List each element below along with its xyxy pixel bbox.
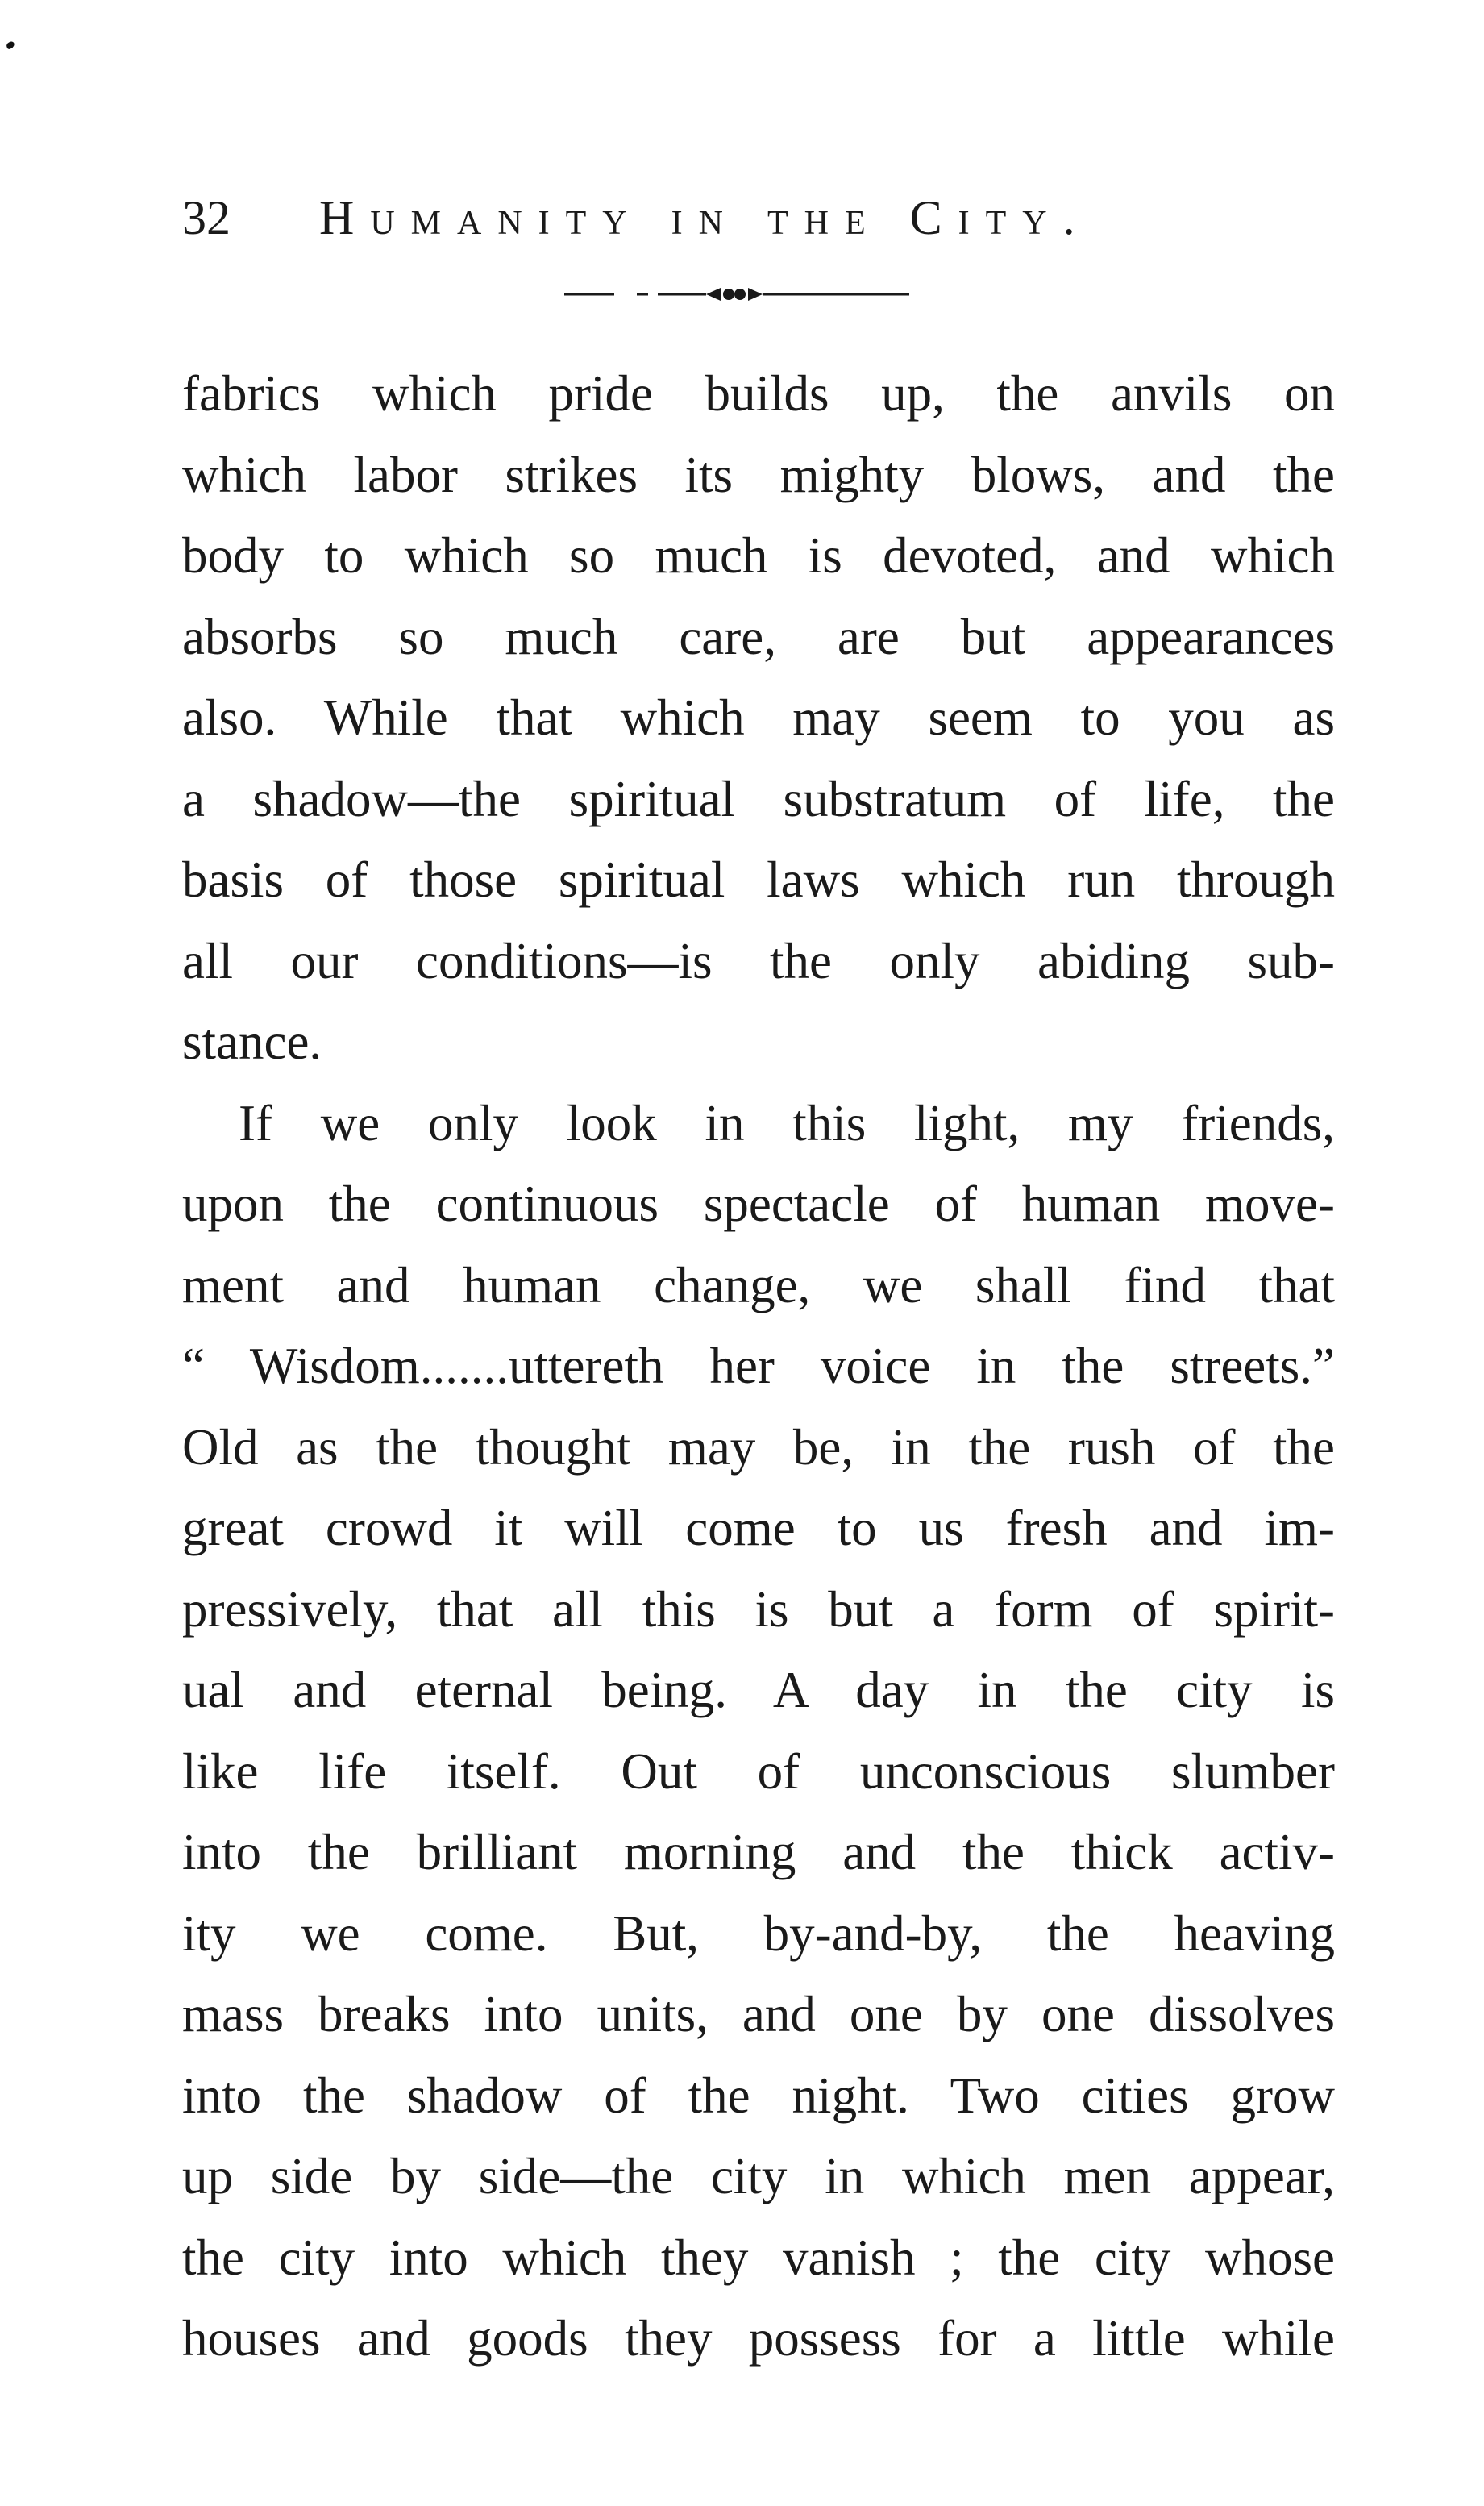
text-line: absorbs so much care, are but appearances xyxy=(182,608,1335,665)
text-line: fabrics which pride builds up, the anvils on xyxy=(182,365,1335,422)
text-line: If we only look in this light, my friends, xyxy=(239,1094,1335,1151)
text-line: the city into which they vanish ; the city whose xyxy=(182,2229,1335,2286)
text-line: all our conditions—is the only abiding sub- xyxy=(182,932,1335,989)
running-head: Humanity in the City. xyxy=(319,191,1091,244)
text-line: Old as the thought may be, in the rush of the xyxy=(182,1418,1335,1476)
body-text xyxy=(182,353,1335,2379)
text-line: also. While that which may seem to you as xyxy=(182,689,1335,746)
text-line: ual and eternal being. A day in the city is xyxy=(182,1662,1335,1718)
text-line: ity we come. But, by-and-by, the heaving xyxy=(182,1904,1335,1962)
text-line: like life itself. Out of unconscious slumber xyxy=(182,1742,1335,1800)
paragraph-2 xyxy=(182,1083,1335,2379)
text-line: mass breaks into units, and one by one dissolves xyxy=(182,1986,1335,2042)
text-line: up side by side—the city in which men appear, xyxy=(182,2148,1335,2204)
text-line: pressively, that all this is but a form of spirit- xyxy=(182,1580,1335,1638)
ink-speck xyxy=(6,40,15,49)
text-line: houses and goods they possess for a little while xyxy=(182,2310,1335,2367)
text-line: great crowd it will come to us fresh and im- xyxy=(182,1500,1335,1556)
page-number: 32 xyxy=(182,191,231,244)
paragraph-1 xyxy=(182,353,1335,1083)
text-line: a shadow—the spiritual substratum of life, the xyxy=(182,770,1335,827)
text-line: “ Wisdom.......uttereth her voice in the streets.” xyxy=(182,1338,1335,1394)
text-line: basis of those spiritual laws which run through xyxy=(182,851,1335,908)
text-line: into the shadow of the night. Two cities grow xyxy=(182,2067,1335,2124)
rule-ornament-icon xyxy=(564,282,911,306)
text-line: stance. xyxy=(182,1014,322,1070)
text-line: ment and human change, we shall find that xyxy=(182,1256,1335,1313)
text-line: body to which so much is devoted, and which xyxy=(182,527,1335,584)
page-header xyxy=(182,185,1327,258)
text-line: into the brilliant morning and the thick activ- xyxy=(182,1824,1335,1880)
text-line: upon the continuous spectacle of human move- xyxy=(182,1176,1335,1232)
text-line: which labor strikes its mighty blows, and the xyxy=(182,446,1335,503)
